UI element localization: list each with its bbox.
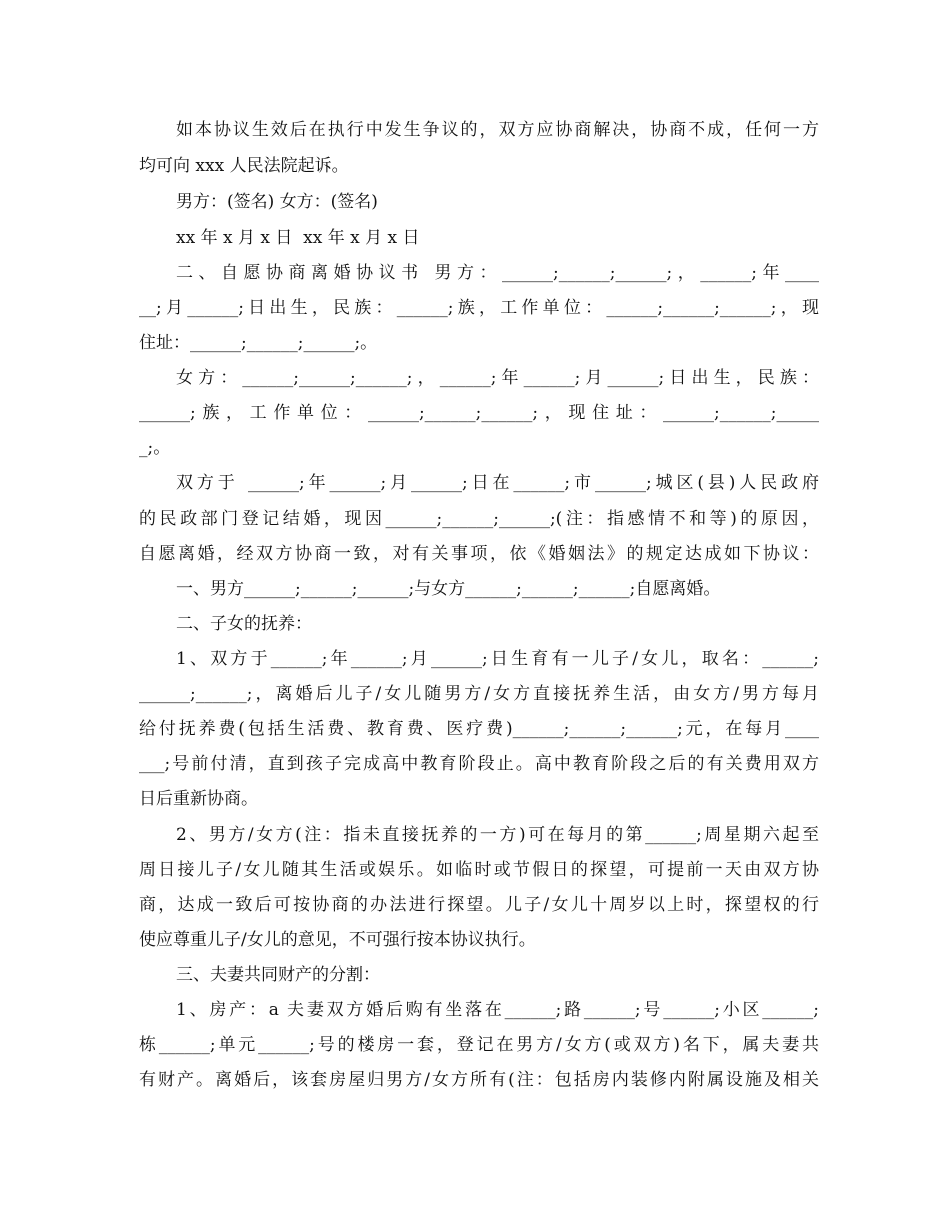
paragraph-line: __;月______;日出生，民族：______;族，工作单位：______;______;______;，现 [139,298,819,318]
paragraph-line: ___;号前付清，直到孩子完成高中教育阶段止。高中教育阶段之后的有关费用双方 [139,754,819,774]
paragraph-line: 有财产。离婚后，该套房屋归男方/女方所有(注：包括房内装修内附属设施及相关 [139,1070,819,1090]
paragraph-line: 均可向 xxx 人民法院起诉。 [139,156,349,176]
paragraph-line: 女方：______;______;______;，______;年______;月______;日出生，民族： [176,368,819,388]
clause-heading: 二、子女的抚养： [176,614,312,634]
signature-line: 男方：(签名) 女方：(签名) [176,192,378,212]
paragraph-line: 周日接儿子/女儿随其生活或娱乐。如临时或节假日的探望，可提前一天由双方协 [139,860,819,880]
paragraph-line: _;。 [139,438,171,458]
paragraph-line: 给付抚养费(包括生活费、教育费、医疗费)______;______;______;元，在每月____ [139,719,819,739]
paragraph-line: 栋______;单元______;号的楼房一套，登记在男方/女方(或双方)名下，属夫妻共 [139,1035,819,1055]
date-line: xx 年 x 月 x 日 xx 年 x 月 x 日 [176,228,420,248]
paragraph-line: 2、男方/女方(注：指未直接抚养的一方)可在每月的第______;周星期六起至 [176,825,819,845]
paragraph-line: 1、双方于______;年______;月______;日生育有一儿子/女儿，取名：______; [176,649,819,669]
paragraph-line: 双方于 ______;年______;月______;日在______;市______;城区(县)人民政府 [176,473,819,493]
paragraph-line: ______;族，工作单位：______;______;______;，现住址：______;______;_____ [139,403,819,423]
paragraph-line: 使应尊重儿子/女儿的意见，不可强行按本协议执行。 [139,930,536,950]
paragraph-line: 自愿离婚，经双方协商一致，对有关事项，依《婚姻法》的规定达成如下协议： [139,544,819,564]
paragraph-line: 商，达成一致后可按协商的办法进行探望。儿子/女儿十周岁以上时，探望权的行 [139,895,819,915]
paragraph-line: 如本协议生效后在执行中发生争议的，双方应协商解决，协商不成，任何一方 [176,120,819,140]
paragraph-line: 的民政部门登记结婚，现因______;______;______;(注：指感情不和等)的原因， [139,509,819,529]
clause-heading: 三、夫妻共同财产的分割： [176,965,380,985]
paragraph-line: 住址：______;______;______;。 [139,333,378,353]
section-heading-line: 二、自愿协商离婚协议书 男方：______;______;______;，______;年____ [176,263,819,283]
paragraph-line: 日后重新协商。 [139,789,258,809]
paragraph-line: 1、房产：a 夫妻双方婚后购有坐落在______;路______;号______;小区______; [176,1000,819,1020]
paragraph-line: ______;______;，离婚后儿子/女儿随男方/女方直接抚养生活，由女方/男方每月 [139,684,819,704]
clause-line: 一、男方______;______;______;与女方______;______;______;自愿离婚。 [176,579,721,599]
